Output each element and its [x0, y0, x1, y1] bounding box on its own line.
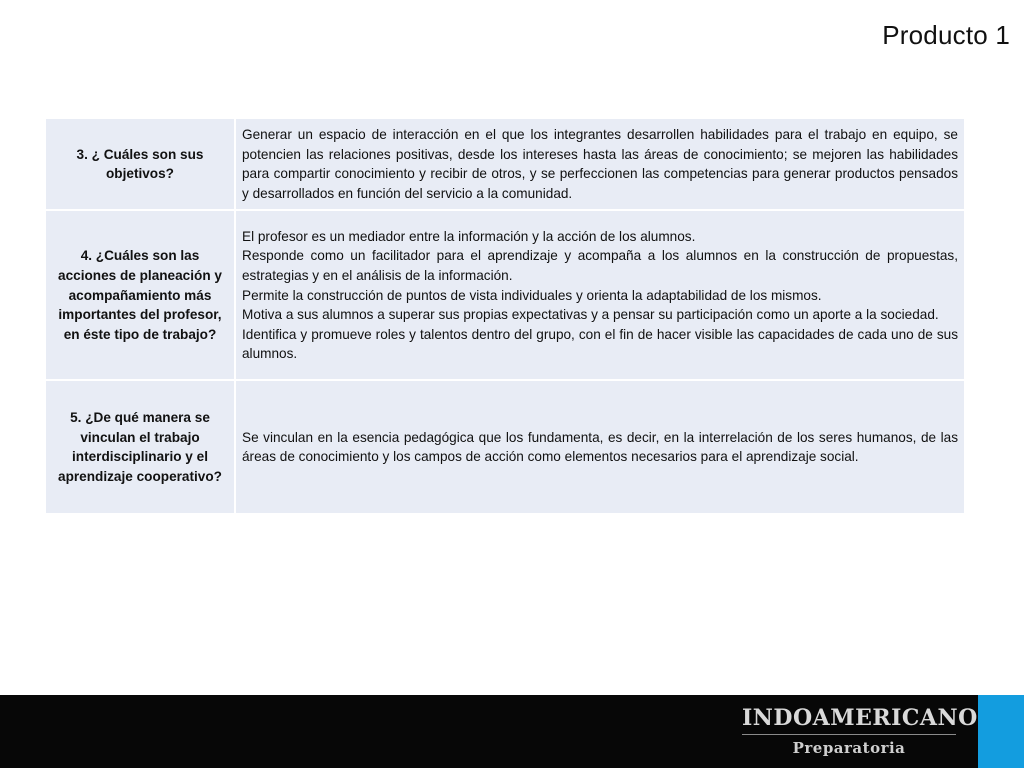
table-row	[45, 210, 965, 380]
brand-name: INDOAMERICANO	[742, 705, 978, 731]
question-cell: 4. ¿Cuáles son las acciones de planeación y acompañamiento más importantes del profesor, en éste tipo de trabajo?	[45, 210, 235, 380]
answer-line: El profesor es un mediador entre la información y la acción de los alumnos.	[242, 228, 696, 244]
question-cell: 5. ¿De qué manera se vinculan el trabajo interdisciplinario y el aprendizaje cooperativo?	[45, 380, 235, 514]
answer-cell	[235, 380, 965, 514]
answer-cell	[235, 210, 965, 380]
answer-line: Se vinculan en la esencia pedagógica que los fundamenta, es decir, en la interrelación de los seres humanos, de las áreas de conocimiento y los campos de acción como elementos necesarios para el aprendizaje social.	[242, 429, 958, 465]
answer-cell	[235, 118, 965, 210]
question-cell: 3. ¿ Cuáles son sus objetivos?	[45, 118, 235, 210]
answer-line: Motiva a sus alumnos a superar sus propias expectativas y a pensar su participación como un aporte a la sociedad.	[242, 307, 939, 323]
table-row	[45, 118, 965, 210]
brand-divider	[742, 734, 956, 735]
answer-line: Identifica y promueve roles y talentos dentro del grupo, con el fin de hacer visible las capacidades de cada uno de sus alumnos.	[242, 326, 958, 362]
footer-bar	[0, 695, 1024, 768]
brand-logo	[742, 705, 978, 758]
page-title: Producto 1	[882, 20, 1010, 50]
answer-line: Generar un espacio de interacción en el que los integrantes desarrollen habilidades para el trabajo en equipo, se potencien las relaciones positivas, desde los intereses hasta las áreas de conocimiento; se mejoren las habilidades para compartir conocimiento y recibir de otros, y se perfeccionen las competencias para generar productos pensados y desarrollados en función del servicio a la comunidad.	[242, 127, 958, 201]
footer-accent-block	[978, 695, 1024, 768]
answer-line: Permite la construcción de puntos de vista individuales y orienta la adaptabilidad de los mismos.	[242, 287, 822, 303]
answer-line: Responde como un facilitador para el aprendizaje y acompaña a los alumnos en la construcción de propuestas, estrategias y en el análisis de la información.	[242, 248, 958, 283]
brand-subtitle: Preparatoria	[792, 739, 906, 757]
qa-table	[44, 117, 966, 515]
table-row	[45, 380, 965, 514]
